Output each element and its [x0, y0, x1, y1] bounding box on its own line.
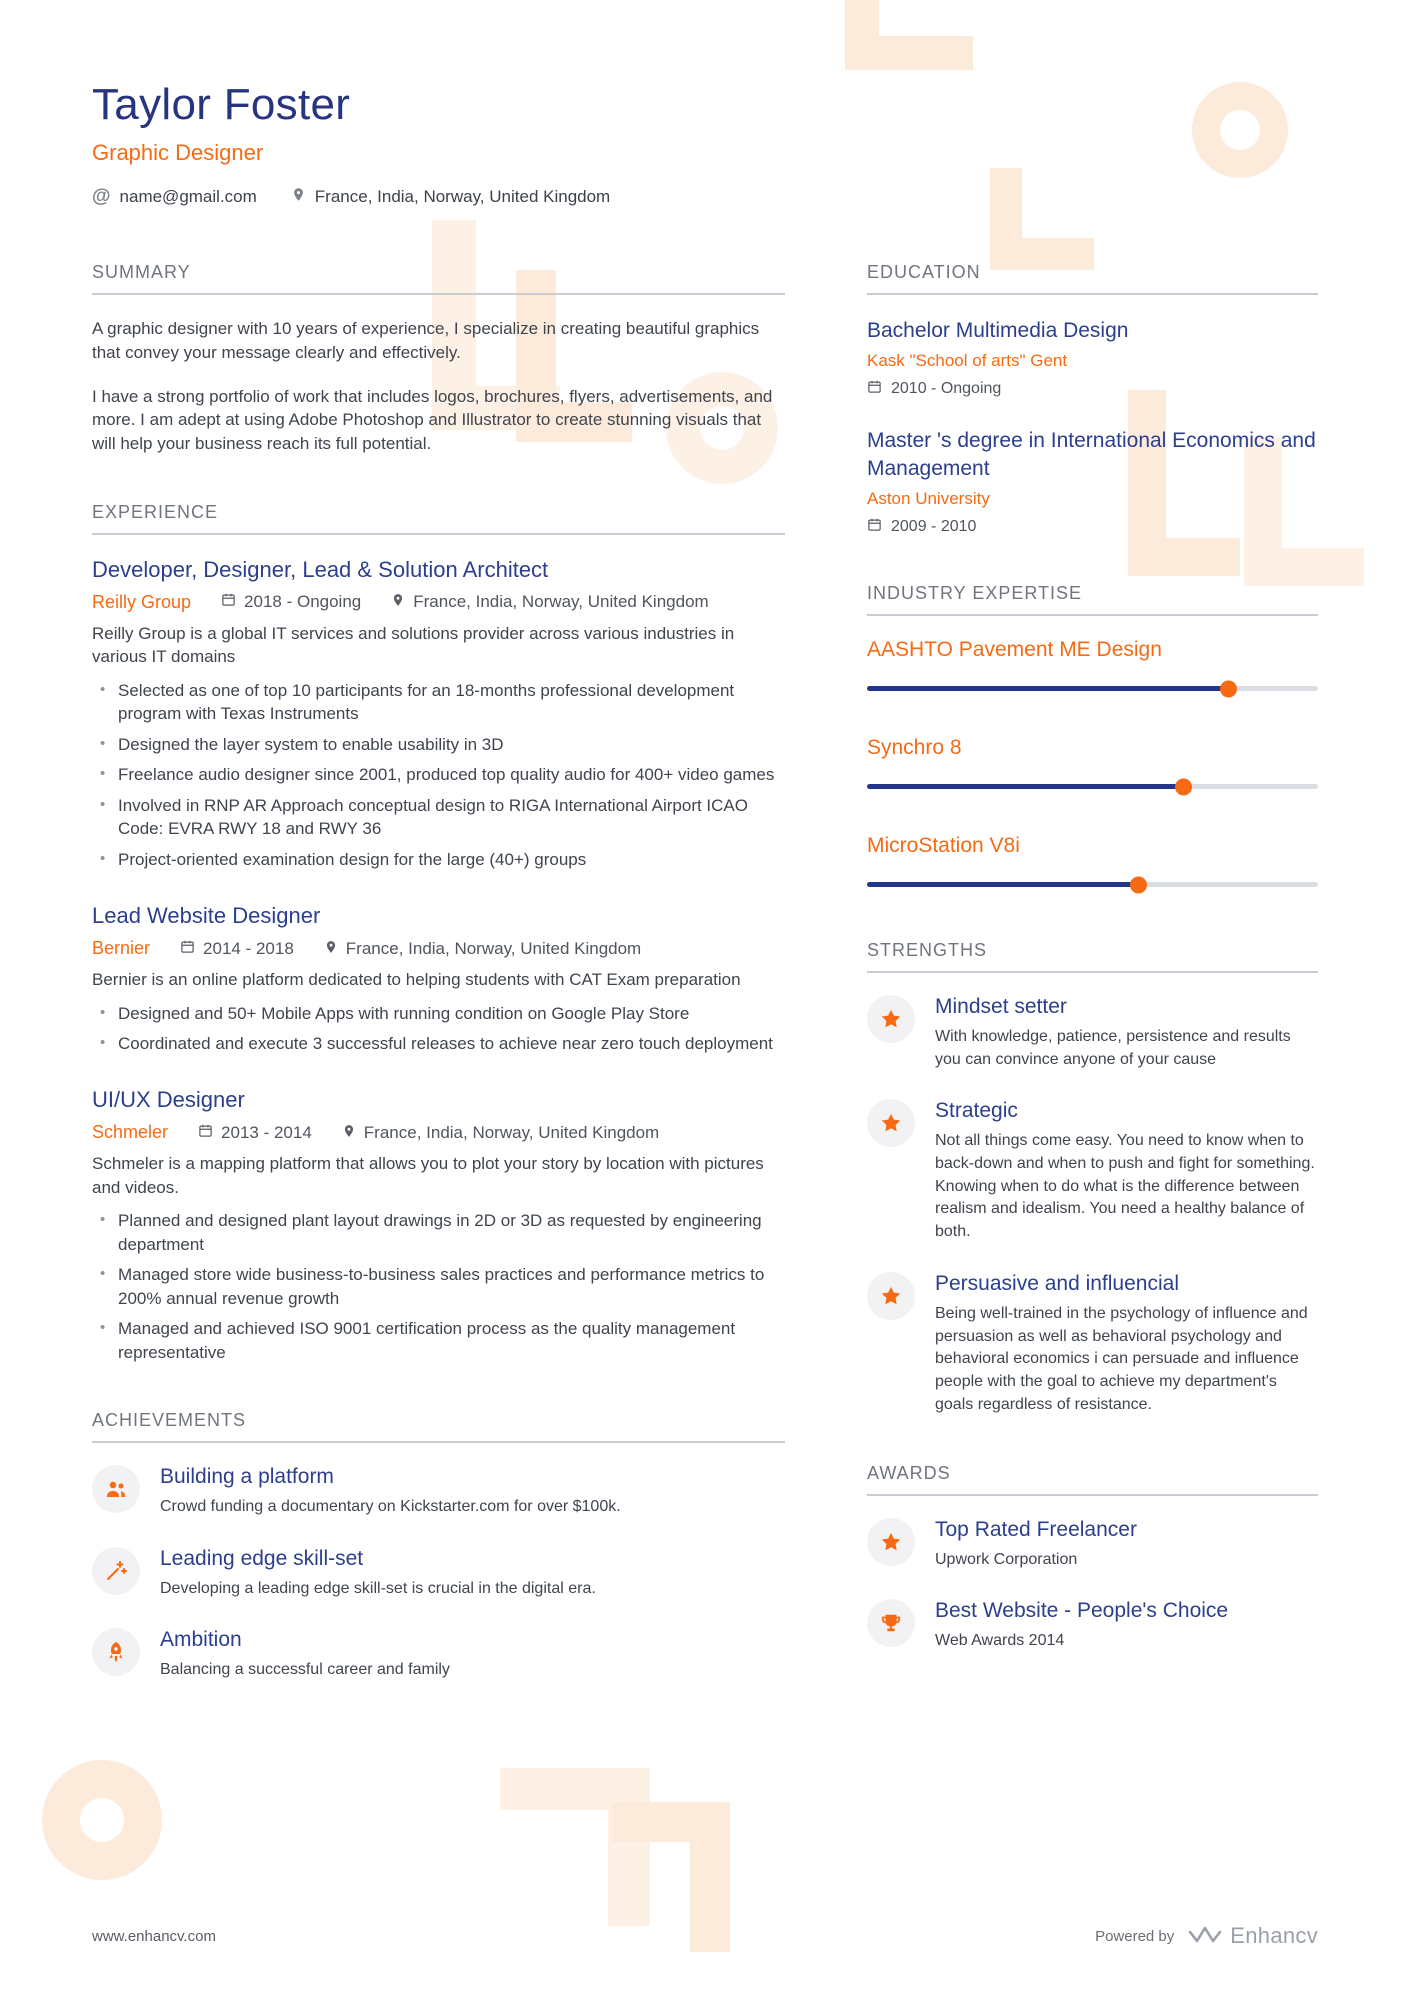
experience-bullet: • Planned and designed plant layout drawings in 2D or 3D as requested by engineering department — [92, 1209, 785, 1256]
location-pin-icon — [324, 939, 338, 959]
slider-track[interactable] — [867, 686, 1318, 691]
experience-description: Schmeler is a mapping platform that allows you to plot your story by location with pictures and videos. — [92, 1154, 764, 1197]
experience-location — [324, 939, 641, 959]
bg-letter-o — [42, 1760, 162, 1880]
experience-dates-value: 2014 - 2018 — [203, 938, 294, 958]
enhancv-brand-name: Enhancv — [1230, 1923, 1318, 1948]
wand-icon — [92, 1547, 140, 1595]
skill-label: AASHTO Pavement ME Design — [867, 637, 1162, 661]
group-icon — [92, 1465, 140, 1513]
experience-description: Bernier is an online platform dedicated to helping students with CAT Exam preparation — [92, 970, 741, 990]
experience-bullet: • Designed the layer system to enable usability in 3D — [92, 733, 785, 756]
email-value: name@gmail.com — [119, 187, 257, 206]
summary-heading: SUMMARY — [92, 262, 785, 295]
star-icon — [867, 995, 915, 1043]
experience-bullet: • Freelance audio designer since 2001, produced top quality audio for 400+ video games — [92, 763, 785, 786]
award-title: Top Rated Freelancer — [935, 1517, 1137, 1541]
summary-paragraph: I have a strong portfolio of work that includes logos, brochures, flyers, advertisements, and more. I am adept at using Adobe Photoshop and Illustrator to create stunning visuals that will help your business reach its full potential. — [92, 386, 773, 454]
achievement-text: Balancing a successful career and family — [160, 1661, 450, 1679]
powered-by — [1095, 1923, 1318, 1949]
strength-title: Mindset setter — [935, 994, 1067, 1018]
education-dates-value: 2010 - Ongoing — [891, 380, 1002, 398]
experience-location-value: France, India, Norway, United Kingdom — [345, 938, 642, 958]
trophy-icon — [867, 1599, 915, 1647]
education-school: Aston University — [867, 488, 990, 508]
section-summary — [92, 262, 785, 456]
enhancv-logo-icon — [1188, 1926, 1222, 1946]
powered-by-label: Powered by — [1095, 1927, 1175, 1945]
slider-knob[interactable] — [1130, 876, 1147, 893]
education-school: Kask "School of arts" Gent — [867, 351, 1068, 371]
experience-description: Reilly Group is a global IT services and solutions provider across various industries in various IT domains — [92, 623, 735, 667]
awards-heading: AWARDS — [867, 1463, 1318, 1496]
experience-bullet: • Designed and 50+ Mobile Apps with running condition on Google Play Store — [92, 1002, 785, 1025]
achievement-title: Leading edge skill-set — [160, 1546, 364, 1570]
achievements-heading: ACHIEVEMENTS — [92, 1410, 785, 1443]
experience-company: Bernier — [92, 938, 151, 959]
section-education — [867, 262, 1318, 537]
location-pin-icon — [391, 592, 405, 612]
slider-track[interactable] — [867, 882, 1318, 887]
education-degree: Master 's degree in International Economics and Management — [867, 429, 1316, 480]
star-icon — [867, 1099, 915, 1147]
skill-label: Synchro 8 — [867, 735, 962, 759]
education-item — [867, 427, 1318, 537]
award-text: Web Awards 2014 — [935, 1632, 1065, 1650]
skill-slider[interactable] — [867, 680, 1318, 698]
education-dates-value: 2009 - 2010 — [891, 517, 977, 535]
page-footer — [92, 1923, 1318, 1949]
strength-item — [867, 1272, 1318, 1417]
experience-bullets — [92, 679, 785, 871]
award-item — [867, 1599, 1318, 1653]
achievement-text: Crowd funding a documentary on Kickstarter.com for over $100k. — [160, 1498, 621, 1516]
rocket-icon — [92, 1628, 140, 1676]
calendar-icon — [221, 592, 236, 612]
experience-location — [342, 1123, 659, 1143]
location-value: France, India, Norway, United Kingdom — [314, 187, 611, 206]
calendar-icon — [180, 939, 195, 959]
section-industry-expertise — [867, 583, 1318, 894]
calendar-icon — [198, 1123, 213, 1143]
experience-bullets — [92, 1002, 785, 1056]
experience-company: Reilly Group — [92, 591, 192, 612]
education-degree: Bachelor Multimedia Design — [867, 319, 1129, 342]
slider-fill — [867, 784, 1183, 789]
skill-label: MicroStation V8i — [867, 833, 1020, 857]
skill-item — [867, 638, 1318, 698]
experience-title: UI/UX Designer — [92, 1087, 245, 1113]
email-icon: @ — [92, 186, 111, 207]
section-achievements — [92, 1410, 785, 1682]
award-title: Best Website - People's Choice — [935, 1599, 1229, 1623]
person-name: Taylor Foster — [92, 80, 351, 129]
section-strengths — [867, 940, 1318, 1417]
calendar-icon — [867, 517, 882, 537]
achievement-text: Developing a leading edge skill-set is crucial in the digital era. — [160, 1579, 596, 1597]
experience-item — [92, 903, 785, 1055]
star-icon — [867, 1272, 915, 1320]
slider-track[interactable] — [867, 784, 1318, 789]
experience-dates-value: 2018 - Ongoing — [244, 592, 362, 612]
achievement-item — [92, 1628, 785, 1682]
experience-bullet: • Managed and achieved ISO 9001 certification process as the quality management representative — [92, 1317, 785, 1364]
experience-title: Developer, Designer, Lead & Solution Architect — [92, 556, 549, 582]
skill-item — [867, 736, 1318, 796]
location-contact — [291, 187, 610, 207]
experience-location-value: France, India, Norway, United Kingdom — [363, 1122, 660, 1142]
slider-knob[interactable] — [1220, 680, 1237, 697]
experience-bullet: • Managed store wide business-to-business sales practices and performance metrics to 200% annual revenue growth — [92, 1263, 785, 1310]
star-icon — [867, 1518, 915, 1566]
experience-dates — [180, 939, 294, 959]
experience-bullet: • Selected as one of top 10 participants for an 18-months professional development program with Texas Instruments — [92, 679, 785, 726]
experience-dates — [221, 592, 361, 612]
resume-header — [92, 80, 1318, 208]
email-contact[interactable] — [92, 186, 257, 208]
enhancv-logo[interactable] — [1188, 1923, 1318, 1949]
experience-bullet: • Project-oriented examination design for the large (40+) groups — [92, 848, 785, 871]
education-dates — [867, 379, 1318, 399]
person-job-title: Graphic Designer — [92, 140, 264, 165]
calendar-icon — [867, 379, 882, 399]
skill-slider[interactable] — [867, 778, 1318, 796]
strength-text: Being well-trained in the psychology of influence and persuasion as well as behavioral psychology and behavioral economics i can persuade and influence people with the goal to achieve my department's goals regardless of resistance. — [935, 1304, 1308, 1413]
strengths-heading: STRENGTHS — [867, 940, 1318, 973]
strength-title: Strategic — [935, 1099, 1018, 1123]
strength-title: Persuasive and influencial — [935, 1271, 1179, 1295]
achievement-item — [92, 1547, 785, 1601]
experience-heading: EXPERIENCE — [92, 502, 785, 535]
experience-bullet: • Involved in RNP AR Approach conceptual design to RIGA International Airport ICAO Code: EVRA RWY 18 and RWY 36 — [92, 794, 785, 841]
achievement-title: Building a platform — [160, 1465, 334, 1489]
experience-dates-value: 2013 - 2014 — [221, 1122, 312, 1142]
achievement-title: Ambition — [160, 1628, 242, 1652]
strength-text: Not all things come easy. You need to know when to back-down and when to push and fight for something. Knowing when to do what is the difference between realism and idealism. You need a healthy balance of both. — [935, 1132, 1315, 1241]
skill-slider[interactable] — [867, 876, 1318, 894]
experience-bullet: • Coordinated and execute 3 successful releases to achieve near zero touch deployment — [92, 1032, 785, 1055]
achievement-item — [92, 1465, 785, 1519]
education-dates — [867, 517, 1318, 537]
slider-knob[interactable] — [1175, 778, 1192, 795]
experience-item — [92, 1087, 785, 1364]
enhancv-site-link[interactable]: www.enhancv.com — [92, 1927, 216, 1945]
industry-expertise-heading: INDUSTRY EXPERTISE — [867, 583, 1318, 616]
experience-item — [92, 557, 785, 871]
location-pin-icon — [342, 1123, 356, 1143]
education-heading: EDUCATION — [867, 262, 1318, 295]
section-awards — [867, 1463, 1318, 1653]
summary-paragraph: A graphic designer with 10 years of experience, I specialize in creating beautiful graphics that convey your message clearly and effectively. — [92, 319, 760, 362]
experience-company: Schmeler — [92, 1122, 169, 1143]
experience-dates — [198, 1123, 312, 1143]
experience-bullets — [92, 1209, 785, 1364]
location-pin-icon — [291, 187, 306, 207]
experience-location — [391, 592, 708, 612]
slider-fill — [867, 882, 1138, 887]
experience-title: Lead Website Designer — [92, 903, 321, 929]
strength-item — [867, 1099, 1318, 1244]
contact-row — [92, 186, 1318, 208]
strength-text: With knowledge, patience, persistence and results you can convince anyone of your cause — [935, 1027, 1291, 1068]
award-item — [867, 1518, 1318, 1572]
slider-fill — [867, 686, 1228, 691]
strength-item — [867, 995, 1318, 1071]
skill-item — [867, 834, 1318, 894]
award-text: Upwork Corporation — [935, 1550, 1078, 1568]
experience-location-value: France, India, Norway, United Kingdom — [413, 592, 709, 612]
education-item — [867, 317, 1318, 399]
section-experience — [92, 502, 785, 1364]
